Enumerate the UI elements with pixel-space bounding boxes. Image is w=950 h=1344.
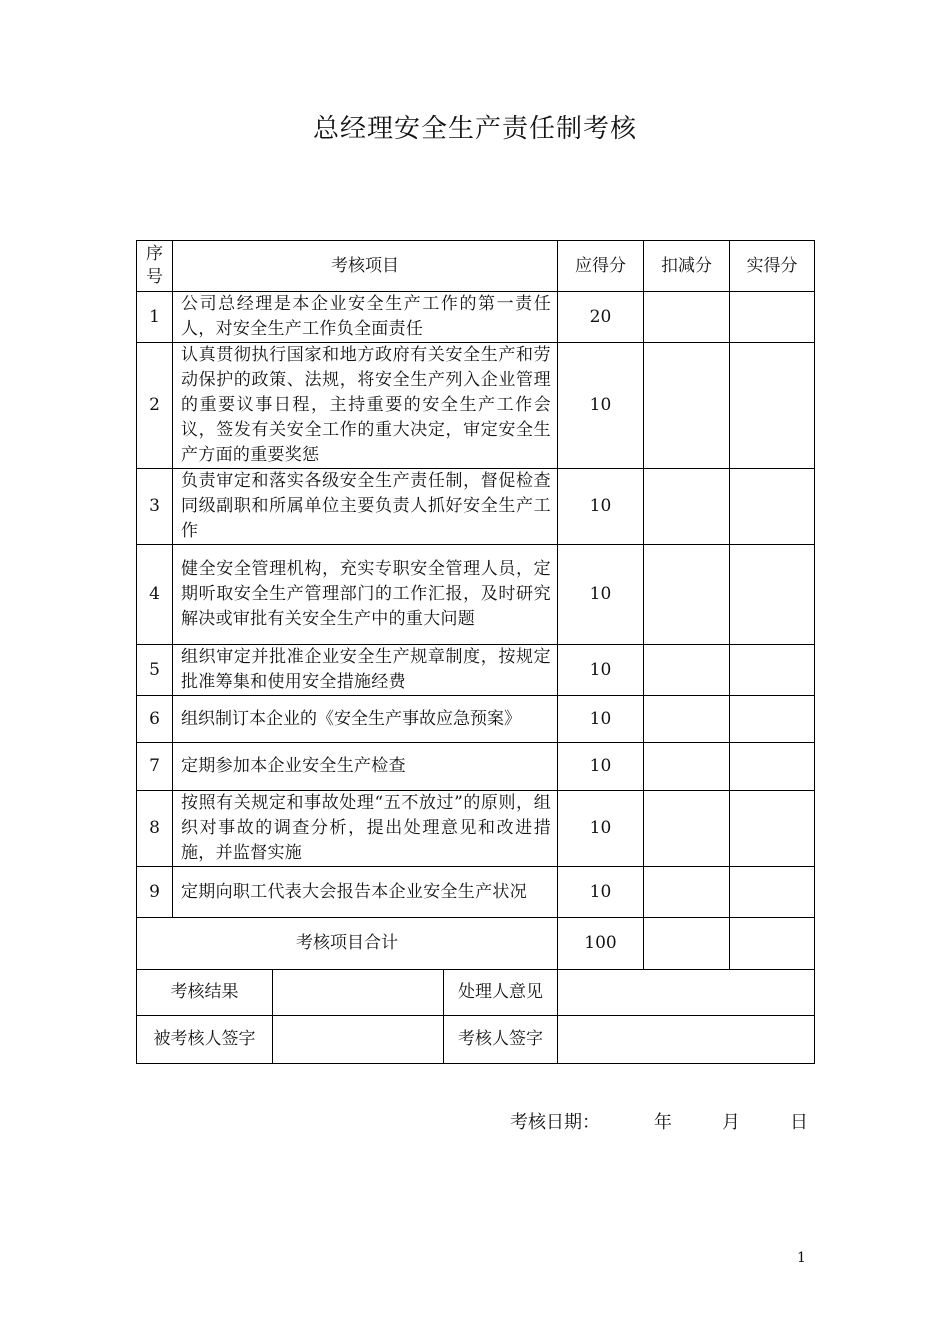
table-row xyxy=(137,469,815,545)
result-label: 考核结果 xyxy=(137,970,273,1016)
date-day: 日 xyxy=(790,1112,808,1133)
assessor-sign-cell[interactable] xyxy=(558,1016,815,1064)
row-item-text: 组织制订本企业的《安全生产事故应急预案》 xyxy=(173,696,558,743)
row-actual-cell[interactable] xyxy=(730,743,815,791)
row-due-score: 10 xyxy=(558,645,644,696)
row-item-text: 定期向职工代表大会报告本企业安全生产状况 xyxy=(173,867,558,918)
row-actual-cell[interactable] xyxy=(730,292,815,343)
total-score: 100 xyxy=(558,918,644,970)
table-row xyxy=(137,867,815,918)
row-seq: 9 xyxy=(137,867,173,918)
row-item-text: 按照有关规定和事故处理“五不放过”的原则，组织对事故的调查分析，提出处理意见和改进措施，并监督实施 xyxy=(173,791,558,867)
header-seq-text: 序号 xyxy=(146,244,163,287)
row-due-score: 10 xyxy=(558,469,644,545)
signature-row xyxy=(137,1016,815,1064)
row-item-text: 健全安全管理机构，充实专职安全管理人员，定期听取安全生产管理部门的工作汇报，及时研究解决或审批有关安全生产中的重大问题 xyxy=(173,545,558,645)
header-seq xyxy=(137,241,173,292)
row-seq: 3 xyxy=(137,469,173,545)
assessment-table xyxy=(136,240,815,1064)
row-actual-cell[interactable] xyxy=(730,867,815,918)
row-seq: 7 xyxy=(137,743,173,791)
row-due-score: 10 xyxy=(558,545,644,645)
row-actual-cell[interactable] xyxy=(730,791,815,867)
header-actual-score: 实得分 xyxy=(730,241,815,292)
result-value-cell[interactable] xyxy=(273,970,444,1016)
row-due-score: 10 xyxy=(558,343,644,469)
row-actual-cell[interactable] xyxy=(730,545,815,645)
row-deduct-cell[interactable] xyxy=(644,696,730,743)
row-item-text: 认真贯彻执行国家和地方政府有关安全生产和劳动保护的政策、法规，将安全生产列入企业管理的重要议事日程，主持重要的安全生产工作会议，签发有关安全工作的重大决定，审定安全生产方面的重要奖惩 xyxy=(173,343,558,469)
assessee-sign-label: 被考核人签字 xyxy=(137,1016,273,1064)
table-row xyxy=(137,791,815,867)
row-actual-cell[interactable] xyxy=(730,645,815,696)
row-due-score: 10 xyxy=(558,743,644,791)
table-row xyxy=(137,292,815,343)
assessment-date xyxy=(510,1108,808,1134)
row-item-text: 组织审定并批准企业安全生产规章制度，按规定批准筹集和使用安全措施经费 xyxy=(173,645,558,696)
row-deduct-cell[interactable] xyxy=(644,343,730,469)
row-due-score: 10 xyxy=(558,696,644,743)
total-deduct-cell[interactable] xyxy=(644,918,730,970)
row-seq: 2 xyxy=(137,343,173,469)
page-number: 1 xyxy=(797,1250,806,1266)
row-deduct-cell[interactable] xyxy=(644,743,730,791)
row-due-score: 20 xyxy=(558,292,644,343)
row-deduct-cell[interactable] xyxy=(644,469,730,545)
row-deduct-cell[interactable] xyxy=(644,645,730,696)
row-deduct-cell[interactable] xyxy=(644,545,730,645)
page-title: 总经理安全生产责任制考核 xyxy=(312,114,637,144)
result-row xyxy=(137,970,815,1016)
table-row xyxy=(137,645,815,696)
total-row xyxy=(137,918,815,970)
row-due-score: 10 xyxy=(558,791,644,867)
row-seq: 4 xyxy=(137,545,173,645)
row-due-score: 10 xyxy=(558,867,644,918)
assessee-sign-cell[interactable] xyxy=(273,1016,444,1064)
row-actual-cell[interactable] xyxy=(730,343,815,469)
handler-opinion-label: 处理人意见 xyxy=(444,970,558,1016)
table-row xyxy=(137,743,815,791)
table-row xyxy=(137,343,815,469)
header-item: 考核项目 xyxy=(173,241,558,292)
row-item-text: 负责审定和落实各级安全生产责任制，督促检查同级副职和所属单位主要负责人抓好安全生产工作 xyxy=(173,469,558,545)
total-actual-cell[interactable] xyxy=(730,918,815,970)
row-seq: 6 xyxy=(137,696,173,743)
row-item-text: 公司总经理是本企业安全生产工作的第一责任人，对安全生产工作负全面责任 xyxy=(173,292,558,343)
date-label: 考核日期： xyxy=(510,1112,600,1133)
row-deduct-cell[interactable] xyxy=(644,292,730,343)
row-seq: 8 xyxy=(137,791,173,867)
assessor-sign-label: 考核人签字 xyxy=(444,1016,558,1064)
row-deduct-cell[interactable] xyxy=(644,791,730,867)
table-row xyxy=(137,696,815,743)
row-item-text: 定期参加本企业安全生产检查 xyxy=(173,743,558,791)
header-due-score: 应得分 xyxy=(558,241,644,292)
header-deduct-score: 扣减分 xyxy=(644,241,730,292)
row-seq: 5 xyxy=(137,645,173,696)
row-deduct-cell[interactable] xyxy=(644,867,730,918)
row-actual-cell[interactable] xyxy=(730,469,815,545)
row-seq: 1 xyxy=(137,292,173,343)
row-actual-cell[interactable] xyxy=(730,696,815,743)
header-row xyxy=(137,241,815,292)
total-label: 考核项目合计 xyxy=(137,918,558,970)
date-month: 月 xyxy=(722,1112,740,1133)
table-row xyxy=(137,545,815,645)
handler-opinion-cell[interactable] xyxy=(558,970,815,1016)
date-year: 年 xyxy=(654,1112,672,1133)
